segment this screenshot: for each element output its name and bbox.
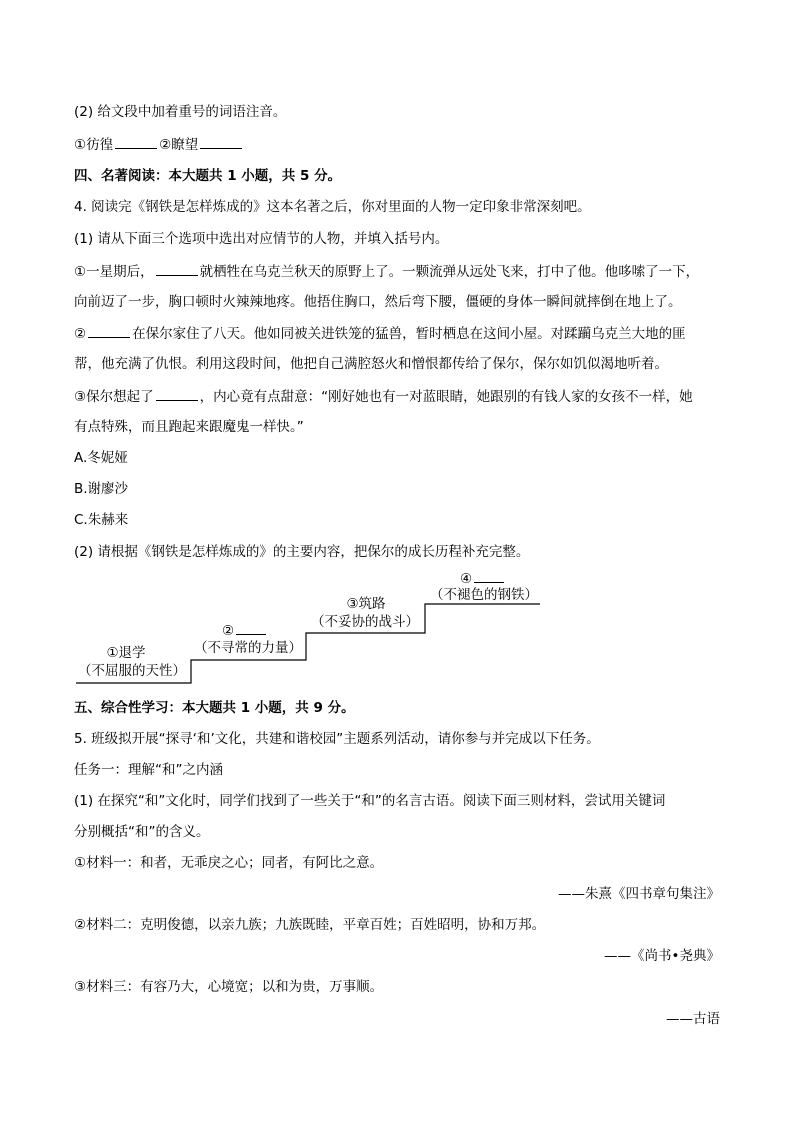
step-3-subtitle: （不妥协的战斗） [311, 614, 419, 630]
passage-3-line-2: 有点特殊，而且跑起来跟魔鬼一样快。” [74, 419, 304, 435]
material-1: ①材料一：和者，无乖戾之心；同者，有阿比之意。 [74, 855, 384, 871]
step-1-title: ①退学 [106, 645, 146, 661]
section-5-heading: 五、综合性学习：本大题共 1 小题，共 9 分。 [74, 700, 355, 716]
step-2-title [222, 620, 268, 640]
question-5-1-line-2: 分别概括“和”的含义。 [74, 824, 210, 840]
passage-1-line-2: 向前迈了一步，胸口顿时火辣辣地疼。他捂住胸口，然后弯下腰，僵硬的身体一瞬间就摔倒在地上了。 [74, 294, 682, 310]
text: ② [222, 623, 235, 639]
text: 就栖牲在乌克兰秋天的原野上了。一颗流弹从远处飞来，打中了他。他哆嗦了一下， [199, 264, 700, 280]
question-4-1: (1) 请从下面三个选项中选出对应情节的人物，并填入括号内。 [74, 231, 449, 247]
material-3-source: ——古语 [666, 1011, 720, 1027]
q2-sub2: (2) 给文段中加着重号的词语注音。 [74, 104, 287, 120]
option-b: B.谢廖沙 [74, 481, 129, 497]
text: ③保尔想起了 [74, 389, 154, 405]
question-4-2: (2) 请根据《钢铁是怎样炼成的》的主要内容，把保尔的成长历程补充完整。 [74, 544, 530, 560]
material-1-source: ——朱熹《四书章句集注》 [558, 886, 720, 902]
answer-blank[interactable] [236, 620, 266, 635]
step-4-subtitle: （不褪色的钢铁） [430, 587, 538, 603]
text: ①一星期后， [74, 264, 154, 280]
question-4: 4. 阅读完《钢铁是怎样炼成的》这本名著之后，你对里面的人物一定印象非常深刻吧。 [74, 199, 591, 215]
text: ④ [460, 571, 473, 587]
step-3-title: ③筑路 [346, 596, 386, 612]
answer-blank[interactable] [474, 568, 504, 583]
option-a: A.冬妮娅 [74, 450, 128, 466]
task-1-heading: 任务一：理解“和”之内涵 [74, 762, 223, 778]
material-2-source: ——《尚书•尧典》 [604, 948, 720, 964]
passage-2-line-2: 帮，他充满了仇恨。利用这段时间，他把自己满腔怒火和憎恨都传给了保尔，保尔如饥似渴地听着。 [74, 356, 668, 372]
option-c: C.朱赫来 [74, 512, 129, 528]
section-4-heading: 四、名著阅读：本大题共 1 小题，共 5 分。 [74, 168, 342, 184]
question-5: 5. 班级拟开展“探寻‘和’文化，共建和谐校园”主题系列活动，请你参与并完成以下任务。 [74, 731, 600, 747]
item-a: ①彷徨 [74, 137, 114, 153]
step-1-subtitle: （不屈服的天性） [78, 663, 186, 679]
text: ② [74, 326, 87, 342]
text: ，内心竟有点甜意：“刚好她也有一对蓝眼睛，她跟别的有钱人家的女孩不一样，她 [199, 389, 693, 405]
step-2-subtitle: （不寻常的力量） [194, 640, 302, 656]
question-5-1-line-1: (1) 在探究“和”文化时，同学们找到了一些关于“和”的名言古语。阅读下面三则材料，尝试用关键词 [74, 793, 666, 809]
material-2: ②材料二：克明俊德，以亲九族；九族既睦，平章百姓；百姓昭明，协和万邦。 [74, 917, 546, 933]
material-3: ③材料三：有容乃大，心境宽；以和为贵，万事顺。 [74, 979, 384, 995]
item-b: ②瞭望 [159, 137, 199, 153]
step-4-title [460, 568, 506, 588]
text: 在保尔家住了八天。他如同被关进铁笼的猛兽，暂时栖息在这间小屋。对蹂躏乌克兰大地的匪 [132, 326, 686, 342]
